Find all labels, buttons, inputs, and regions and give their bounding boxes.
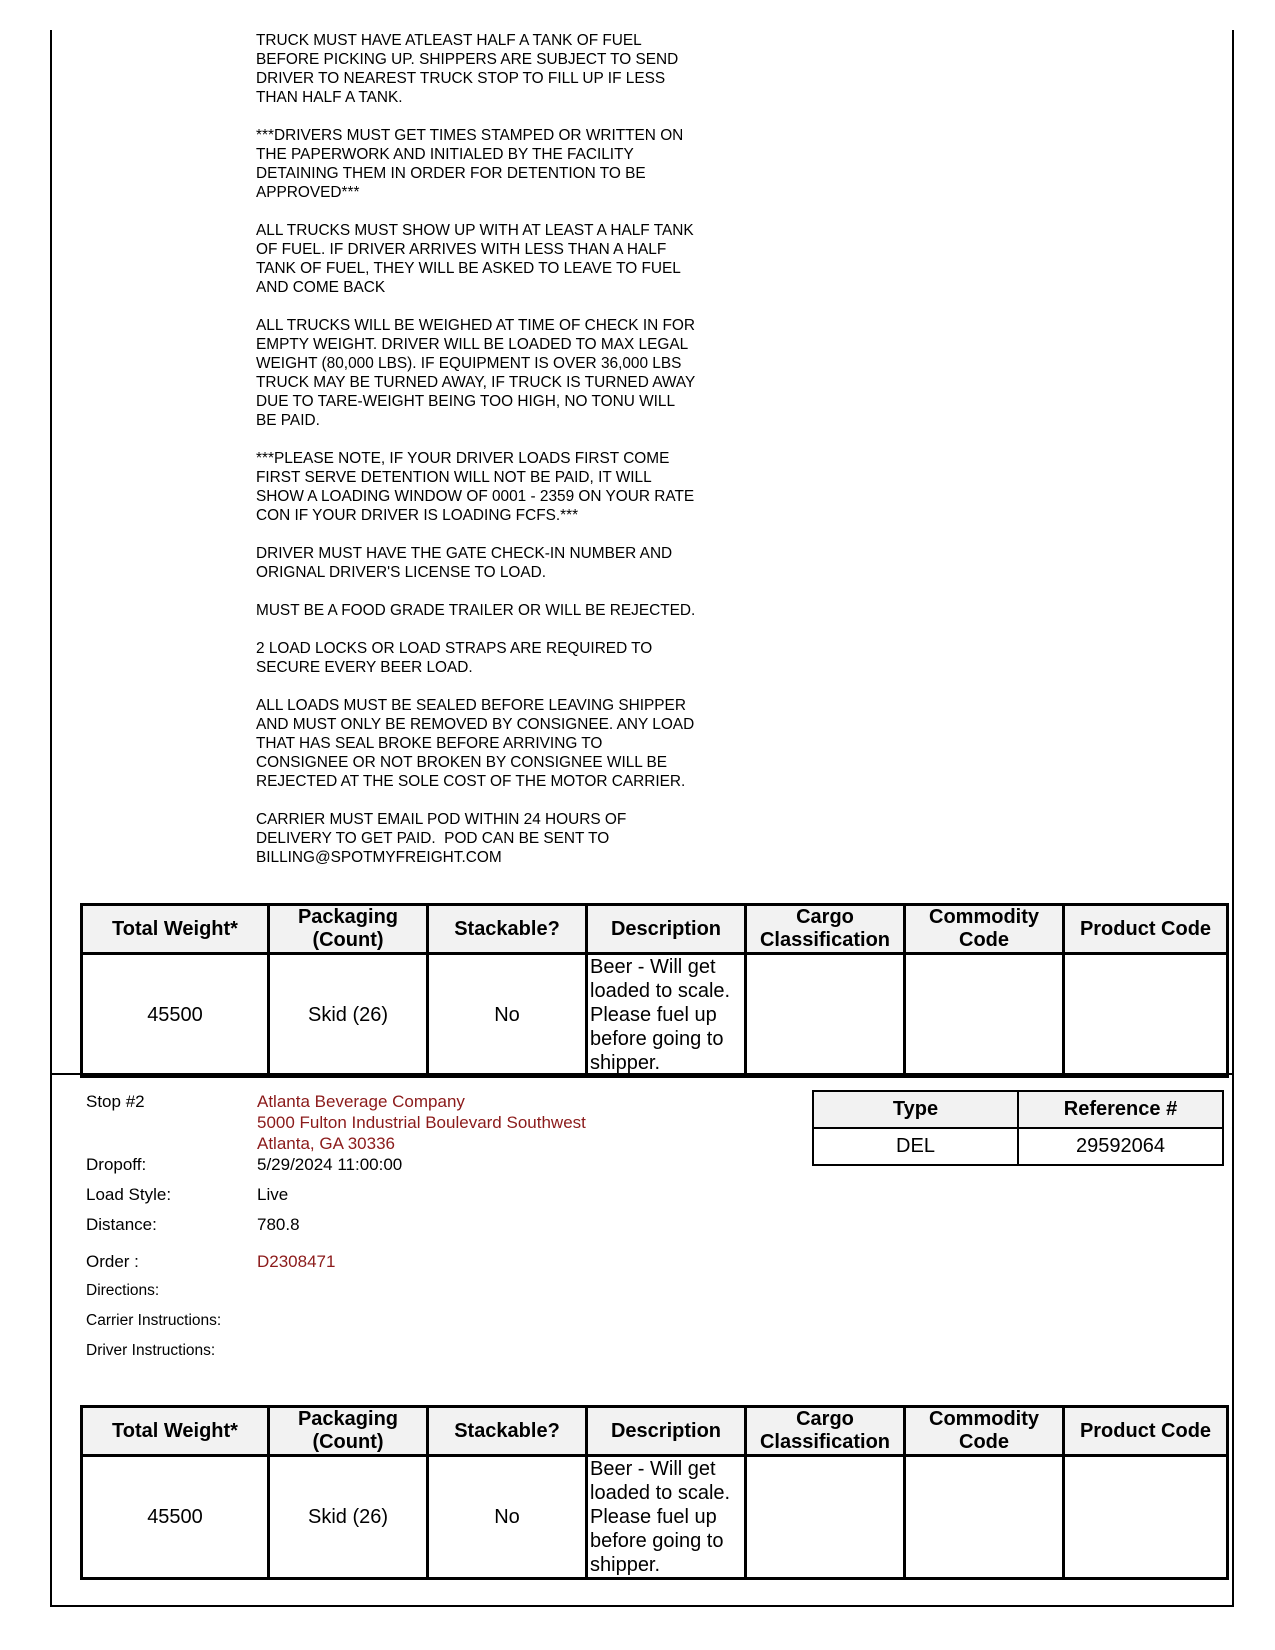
cell-product-code bbox=[1064, 954, 1228, 1077]
header-packaging: Packaging (Count) bbox=[269, 905, 428, 954]
table-row bbox=[813, 1128, 1223, 1165]
header-packaging: Packaging (Count) bbox=[269, 1407, 428, 1456]
cell-commodity-code bbox=[905, 1456, 1064, 1579]
cargo-header-row bbox=[82, 1407, 1228, 1456]
order-number-link[interactable]: D2308471 bbox=[257, 1252, 336, 1271]
header-description: Description bbox=[587, 905, 746, 954]
dropoff-value: 5/29/2024 11:00:00 bbox=[257, 1155, 403, 1174]
carrier-instructions-label: Carrier Instructions: bbox=[86, 1312, 222, 1329]
instruction-paragraph: MUST BE A FOOD GRADE TRAILER OR WILL BE REJECTED. bbox=[256, 602, 696, 619]
page-frame-bottom bbox=[50, 1605, 1234, 1607]
cell-packaging: Skid (26) bbox=[269, 1456, 428, 1579]
reference-table bbox=[812, 1090, 1224, 1166]
distance-label: Distance: bbox=[86, 1215, 157, 1234]
cell-cargo-classification bbox=[746, 1456, 905, 1579]
header-product-code: Product Code bbox=[1064, 905, 1228, 954]
page-frame-right bbox=[1232, 30, 1234, 1607]
instruction-paragraph: DRIVER MUST HAVE THE GATE CHECK-IN NUMBER AND ORIGNAL DRIVER'S LICENSE TO LOAD. bbox=[256, 545, 673, 581]
instruction-paragraph: ***DRIVERS MUST GET TIMES STAMPED OR WRITTEN ON THE PAPERWORK AND INITIALED BY THE FACILITY DETAINING THEM IN ORDER FOR DETENTION TO BE APPROVED*** bbox=[256, 127, 684, 201]
cell-packaging: Skid (26) bbox=[269, 954, 428, 1077]
driver-instructions-label: Driver Instructions: bbox=[86, 1342, 216, 1359]
header-type: Type bbox=[813, 1091, 1018, 1128]
order-label: Order : bbox=[86, 1252, 139, 1271]
cell-commodity-code bbox=[905, 954, 1064, 1077]
instruction-paragraph: ***PLEASE NOTE, IF YOUR DRIVER LOADS FIRST COME FIRST SERVE DETENTION WILL NOT BE PAID, IT WILL SHOW A LOADING WINDOW OF 0001 - 2359 ON YOUR RATE CON IF YOUR DRIVER IS LOADING FCFS.*** bbox=[256, 450, 695, 524]
cell-reference-number: 29592064 bbox=[1018, 1128, 1223, 1165]
instructions-block bbox=[256, 31, 766, 886]
page-frame-left bbox=[50, 30, 52, 1607]
instruction-paragraph: TRUCK MUST HAVE ATLEAST HALF A TANK OF FUEL BEFORE PICKING UP. SHIPPERS ARE SUBJECT TO SEND DRIVER TO NEAREST TRUCK STOP TO FILL UP IF LESS THAN HALF A TANK. bbox=[256, 32, 679, 106]
header-total-weight: Total Weight* bbox=[82, 1407, 269, 1456]
cell-cargo-classification bbox=[746, 954, 905, 1077]
header-cargo-classification: Cargo Classification bbox=[746, 1407, 905, 1456]
reference-header-row bbox=[813, 1091, 1223, 1128]
load-style-label: Load Style: bbox=[86, 1185, 172, 1204]
header-description: Description bbox=[587, 1407, 746, 1456]
cell-description: Beer - Will get loaded to scale. Please fuel up before going to shipper. bbox=[587, 954, 746, 1077]
cell-description: Beer - Will get loaded to scale. Please fuel up before going to shipper. bbox=[587, 1456, 746, 1579]
cargo-table-stop-2 bbox=[80, 1405, 1229, 1580]
load-style-value: Live bbox=[257, 1185, 289, 1204]
stop-label: Stop #2 bbox=[86, 1092, 145, 1111]
header-stackable: Stackable? bbox=[428, 1407, 587, 1456]
dropoff-label: Dropoff: bbox=[86, 1155, 147, 1174]
instruction-paragraph: ALL TRUCKS WILL BE WEIGHED AT TIME OF CHECK IN FOR EMPTY WEIGHT. DRIVER WILL BE LOADED TO MAX LEGAL WEIGHT (80,000 LBS). IF EQUIPMENT IS OVER 36,000 LBS TRUCK MAY BE TURNED AWAY, IF TRUCK IS TURNED AWAY DUE TO TARE-WEIGHT BEING TOO HIGH, NO TONU WILL BE PAID. bbox=[256, 317, 696, 429]
instruction-paragraph: 2 LOAD LOCKS OR LOAD STRAPS ARE REQUIRED TO SECURE EVERY BEER LOAD. bbox=[256, 640, 653, 676]
header-cargo-classification: Cargo Classification bbox=[746, 905, 905, 954]
cell-type: DEL bbox=[813, 1128, 1018, 1165]
directions-label: Directions: bbox=[86, 1282, 160, 1299]
instruction-paragraph: CARRIER MUST EMAIL POD WITHIN 24 HOURS OF DELIVERY TO GET PAID. POD CAN BE SENT TO BILLING@SPOTMYFREIGHT.COM bbox=[256, 811, 627, 866]
cargo-header-row bbox=[82, 905, 1228, 954]
cell-total-weight: 45500 bbox=[82, 1456, 269, 1579]
header-product-code: Product Code bbox=[1064, 1407, 1228, 1456]
cargo-table-stop-1 bbox=[80, 903, 1229, 1078]
header-commodity-code: Commodity Code bbox=[905, 1407, 1064, 1456]
stop-company-name: Atlanta Beverage Company bbox=[257, 1092, 465, 1111]
cell-stackable: No bbox=[428, 1456, 587, 1579]
table-row bbox=[82, 1456, 1228, 1579]
header-commodity-code: Commodity Code bbox=[905, 905, 1064, 954]
cell-product-code bbox=[1064, 1456, 1228, 1579]
instruction-paragraph: ALL TRUCKS MUST SHOW UP WITH AT LEAST A HALF TANK OF FUEL. IF DRIVER ARRIVES WITH LESS THAN A HALF TANK OF FUEL, THEY WILL BE ASKED TO LEAVE TO FUEL AND COME BACK bbox=[256, 222, 694, 296]
cell-stackable: No bbox=[428, 954, 587, 1077]
header-reference-number: Reference # bbox=[1018, 1091, 1223, 1128]
stop-address-line-1: 5000 Fulton Industrial Boulevard Southwest bbox=[257, 1113, 586, 1132]
header-stackable: Stackable? bbox=[428, 905, 587, 954]
header-total-weight: Total Weight* bbox=[82, 905, 269, 954]
instruction-paragraph: ALL LOADS MUST BE SEALED BEFORE LEAVING SHIPPER AND MUST ONLY BE REMOVED BY CONSIGNEE. ANY LOAD THAT HAS SEAL BROKE BEFORE ARRIVING TO CONSIGNEE OR NOT BROKEN BY CONSIGNEE WILL BE REJECTED AT THE SOLE COST OF THE MOTOR CARRIER. bbox=[256, 697, 695, 790]
cell-total-weight: 45500 bbox=[82, 954, 269, 1077]
stop-address-line-2: Atlanta, GA 30336 bbox=[257, 1134, 395, 1153]
table-row bbox=[82, 954, 1228, 1077]
distance-value: 780.8 bbox=[257, 1215, 300, 1234]
